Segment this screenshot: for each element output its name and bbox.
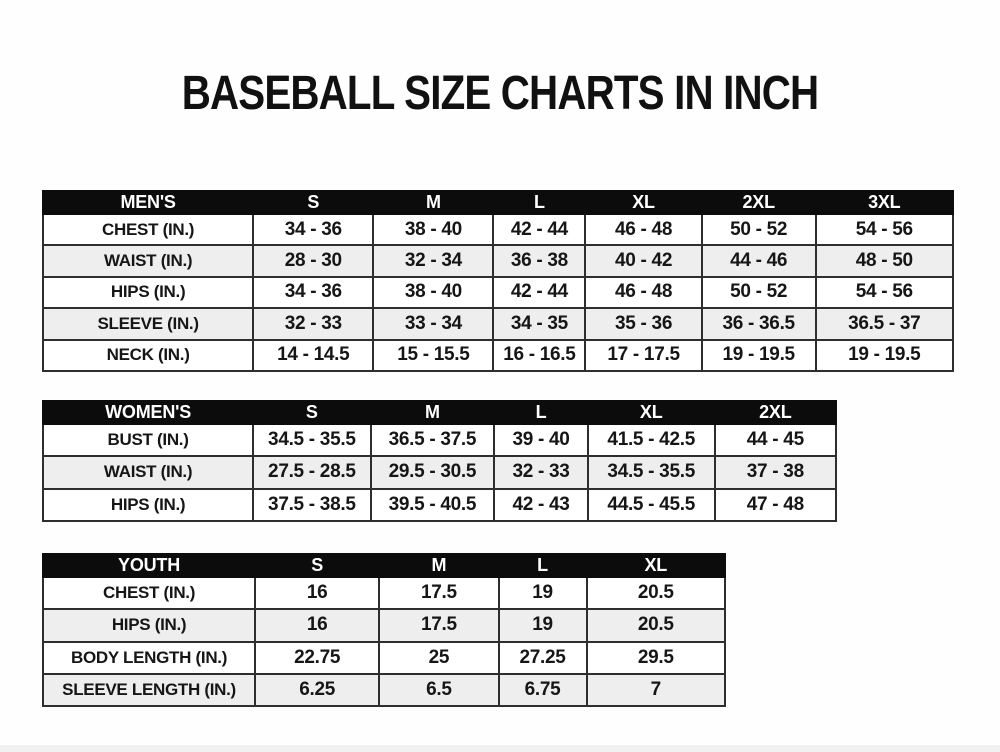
size-column-header: XL — [587, 554, 725, 577]
row-label: WAIST (IN.) — [43, 456, 253, 488]
size-value: 47 - 48 — [715, 489, 836, 521]
size-value: 7 — [587, 674, 725, 706]
size-value: 28 - 30 — [253, 245, 373, 276]
table-row — [43, 340, 953, 371]
size-value: 42 - 43 — [494, 489, 588, 521]
bottom-edge-strip — [0, 745, 1000, 752]
row-label: BUST (IN.) — [43, 424, 253, 456]
size-value: 34 - 36 — [253, 277, 373, 308]
size-value: 15 - 15.5 — [373, 340, 493, 371]
size-column-header: S — [253, 191, 373, 214]
size-value: 32 - 33 — [494, 456, 588, 488]
row-label: SLEEVE LENGTH (IN.) — [43, 674, 255, 706]
size-value: 54 - 56 — [816, 214, 953, 245]
table-row — [43, 424, 836, 456]
size-value: 34.5 - 35.5 — [588, 456, 715, 488]
size-value: 6.5 — [379, 674, 498, 706]
size-value: 20.5 — [587, 609, 725, 641]
size-value: 36 - 38 — [493, 245, 585, 276]
size-column-header: L — [494, 401, 588, 424]
size-value: 50 - 52 — [702, 214, 816, 245]
size-value: 36 - 36.5 — [702, 308, 816, 339]
header-row — [43, 401, 836, 424]
table-row — [43, 674, 725, 706]
size-value: 32 - 33 — [253, 308, 373, 339]
size-value: 44 - 46 — [702, 245, 816, 276]
row-label: WAIST (IN.) — [43, 245, 253, 276]
size-column-header: XL — [585, 191, 701, 214]
size-value: 38 - 40 — [373, 214, 493, 245]
size-column-header: M — [373, 191, 493, 214]
size-value: 42 - 44 — [493, 277, 585, 308]
size-value: 44.5 - 45.5 — [588, 489, 715, 521]
row-label: NECK (IN.) — [43, 340, 253, 371]
size-value: 34 - 35 — [493, 308, 585, 339]
size-value: 39 - 40 — [494, 424, 588, 456]
table-group-label: YOUTH — [43, 554, 255, 577]
size-value: 14 - 14.5 — [253, 340, 373, 371]
table-group-label: MEN'S — [43, 191, 253, 214]
size-value: 27.25 — [499, 642, 587, 674]
table-row — [43, 308, 953, 339]
size-value: 44 - 45 — [715, 424, 836, 456]
size-value: 38 - 40 — [373, 277, 493, 308]
size-value: 46 - 48 — [585, 277, 701, 308]
row-label: BODY LENGTH (IN.) — [43, 642, 255, 674]
size-value: 37 - 38 — [715, 456, 836, 488]
row-label: HIPS (IN.) — [43, 609, 255, 641]
youth-size-table — [42, 553, 726, 707]
size-value: 29.5 - 30.5 — [371, 456, 495, 488]
size-value: 16 — [255, 577, 379, 609]
size-value: 20.5 — [587, 577, 725, 609]
size-value: 22.75 — [255, 642, 379, 674]
page-title: BASEBALL SIZE CHARTS IN INCH — [181, 67, 819, 120]
header-row — [43, 191, 953, 214]
size-value: 50 - 52 — [702, 277, 816, 308]
size-value: 41.5 - 42.5 — [588, 424, 715, 456]
size-value: 36.5 - 37.5 — [371, 424, 495, 456]
size-value: 6.75 — [499, 674, 587, 706]
size-column-header: 3XL — [816, 191, 953, 214]
size-value: 27.5 - 28.5 — [253, 456, 370, 488]
table-row — [43, 642, 725, 674]
row-label: CHEST (IN.) — [43, 214, 253, 245]
size-value: 17 - 17.5 — [585, 340, 701, 371]
table-row — [43, 214, 953, 245]
size-value: 42 - 44 — [493, 214, 585, 245]
row-label: CHEST (IN.) — [43, 577, 255, 609]
table-row — [43, 489, 836, 521]
size-column-header: M — [379, 554, 498, 577]
size-column-header: 2XL — [715, 401, 836, 424]
size-value: 36.5 - 37 — [816, 308, 953, 339]
size-column-header: S — [253, 401, 370, 424]
size-value: 37.5 - 38.5 — [253, 489, 370, 521]
row-label: HIPS (IN.) — [43, 277, 253, 308]
header-row — [43, 554, 725, 577]
size-value: 29.5 — [587, 642, 725, 674]
size-column-header: L — [493, 191, 585, 214]
size-value: 6.25 — [255, 674, 379, 706]
size-column-header: S — [255, 554, 379, 577]
size-value: 19 - 19.5 — [816, 340, 953, 371]
table-row — [43, 609, 725, 641]
table-row — [43, 245, 953, 276]
womens-size-table — [42, 400, 837, 522]
size-value: 19 — [499, 609, 587, 641]
size-column-header: L — [499, 554, 587, 577]
size-column-header: 2XL — [702, 191, 816, 214]
size-value: 19 - 19.5 — [702, 340, 816, 371]
size-value: 33 - 34 — [373, 308, 493, 339]
table-row — [43, 577, 725, 609]
size-value: 54 - 56 — [816, 277, 953, 308]
row-label: SLEEVE (IN.) — [43, 308, 253, 339]
size-value: 48 - 50 — [816, 245, 953, 276]
size-value: 16 — [255, 609, 379, 641]
size-value: 35 - 36 — [585, 308, 701, 339]
size-value: 17.5 — [379, 577, 498, 609]
size-value: 46 - 48 — [585, 214, 701, 245]
size-column-header: M — [371, 401, 495, 424]
size-column-header: XL — [588, 401, 715, 424]
size-value: 17.5 — [379, 609, 498, 641]
table-row — [43, 277, 953, 308]
size-value: 19 — [499, 577, 587, 609]
size-value: 34 - 36 — [253, 214, 373, 245]
size-value: 16 - 16.5 — [493, 340, 585, 371]
table-row — [43, 456, 836, 488]
mens-size-table — [42, 190, 954, 372]
size-value: 39.5 - 40.5 — [371, 489, 495, 521]
row-label: HIPS (IN.) — [43, 489, 253, 521]
size-value: 40 - 42 — [585, 245, 701, 276]
table-group-label: WOMEN'S — [43, 401, 253, 424]
size-value: 34.5 - 35.5 — [253, 424, 370, 456]
size-value: 25 — [379, 642, 498, 674]
size-value: 32 - 34 — [373, 245, 493, 276]
